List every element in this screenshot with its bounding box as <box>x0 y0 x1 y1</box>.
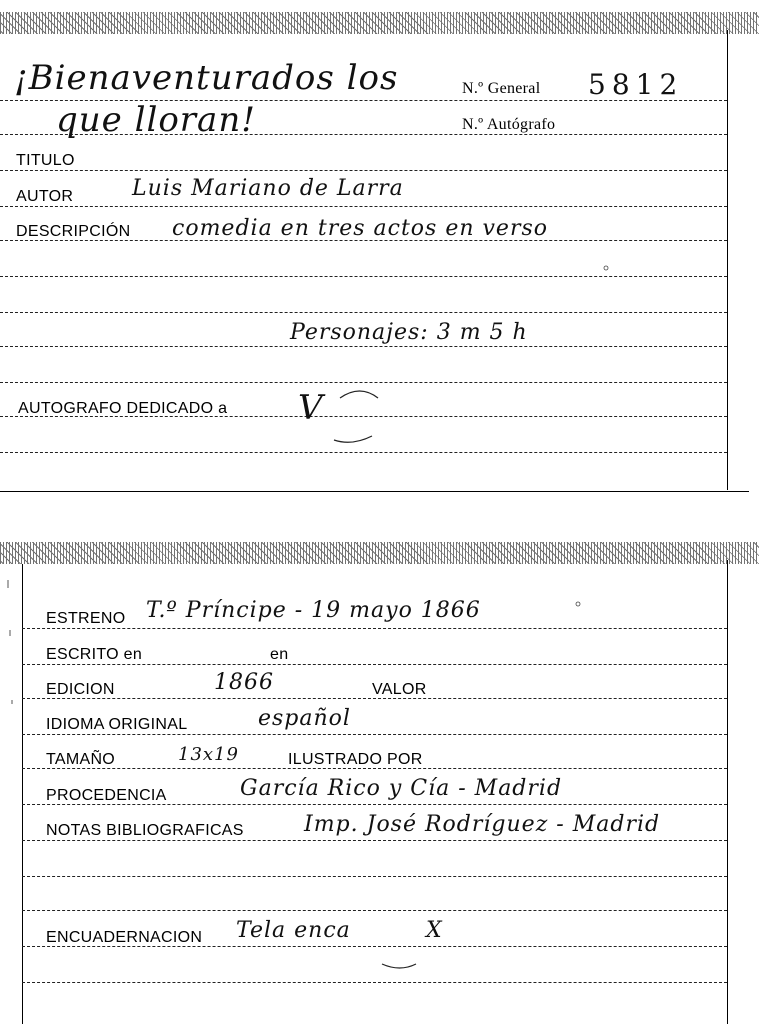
autor-value: Luis Mariano de Larra <box>132 176 404 201</box>
estreno-label: ESTRENO <box>46 610 126 627</box>
encuadernacion-value: Tela enca <box>236 918 351 943</box>
procedencia-value: García Rico y Cía - Madrid <box>240 776 563 801</box>
tamano-label: TAMAÑO <box>46 751 116 768</box>
idioma-label: IDIOMA ORIGINAL <box>46 716 188 733</box>
encuadernacion-label: ENCUADERNACION <box>46 929 203 946</box>
descripcion-value: comedia en tres actos en verso <box>172 216 549 241</box>
autografo-dedicado-label: AUTOGRAFO DEDICADO a <box>18 400 228 417</box>
catalog-card-back <box>0 540 759 1028</box>
handwritten-title-line2: que lloran! <box>56 100 256 140</box>
titulo-label: TITULO <box>16 152 75 169</box>
numero-autografo-label: N.º Autógrafo <box>462 116 556 133</box>
catalog-card-front <box>0 0 759 494</box>
idioma-value: español <box>258 706 351 731</box>
encuadernacion-mark: X <box>426 918 443 943</box>
handwritten-title-line1: ¡Bienaventurados los <box>14 58 399 98</box>
estreno-value: T.º Príncipe - 19 mayo 1866 <box>146 598 481 623</box>
personajes-value: Personajes: 3 m 5 h <box>290 320 528 345</box>
autografo-check-mark: V <box>298 388 324 428</box>
notas-value: Imp. José Rodríguez - Madrid <box>304 812 661 837</box>
escrito-label: ESCRITO en <box>46 646 143 663</box>
escrito-en-label: en <box>270 646 289 663</box>
descripcion-label: DESCRIPCIÓN <box>16 223 131 240</box>
numero-general-value: 5812 <box>588 68 684 101</box>
ilustrado-label: ILUSTRADO POR <box>288 751 423 768</box>
edicion-value: 1866 <box>214 670 274 695</box>
procedencia-label: PROCEDENCIA <box>46 787 167 804</box>
tamano-value: 13x19 <box>178 744 239 765</box>
edicion-label: EDICION <box>46 681 115 698</box>
numero-general-label: N.º General <box>462 80 541 97</box>
stamp-circle-marks <box>0 540 759 1028</box>
autor-label: AUTOR <box>16 188 74 205</box>
stamp-circle-marks <box>0 0 759 494</box>
valor-label: VALOR <box>372 681 427 698</box>
notas-label: NOTAS BIBLIOGRAFICAS <box>46 822 244 839</box>
